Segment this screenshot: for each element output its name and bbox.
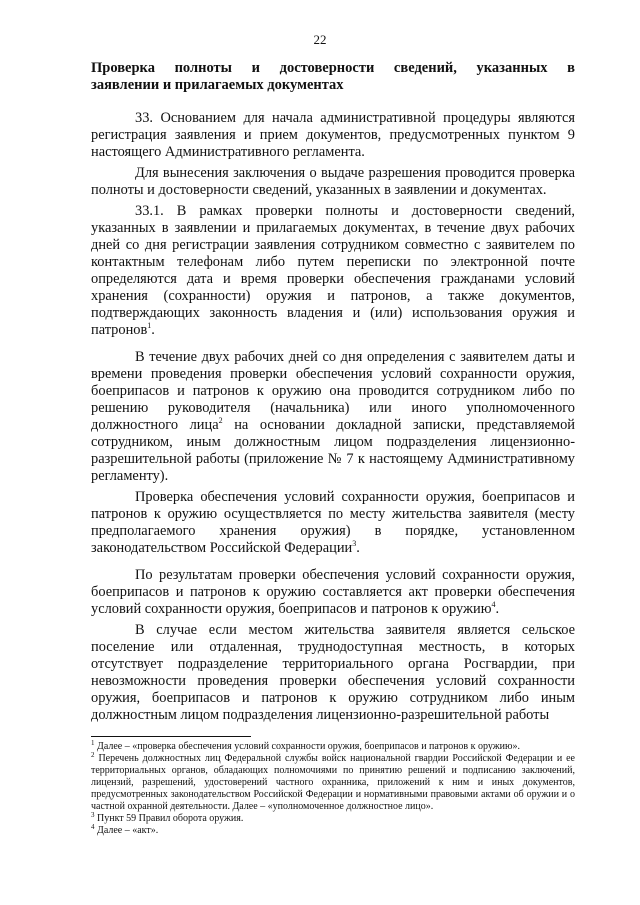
footnote-number: 3 [91,811,95,819]
footnote-ref-3[interactable]: 3 [352,539,357,548]
paragraph-33 [91,110,575,161]
footnote-ref-1[interactable]: 1 [147,321,152,330]
footnote-number: 1 [91,739,95,747]
section-title-line-2: заявлении и прилагаемых документах [91,77,344,93]
footnote-text: Далее – «акт». [94,825,159,836]
paragraph-text-end: . [151,322,155,338]
footnote-4 [91,825,575,837]
paragraph-text: По результатам проверки обеспечения условий сохранности оружия, боеприпасов и патронов к оружию составляется акт проверки обеспечения условий сохранности оружия, боеприпасов и патронов к оружию [91,567,575,617]
document-body [91,60,575,728]
footnote-divider [91,736,251,737]
footnote-1 [91,741,575,753]
paragraph-conclusion [91,165,575,199]
paragraph-33-1 [91,203,575,339]
footnote-text: Далее – «проверка обеспечения условий сохранности оружия, боеприпасов и патронов к оружию». [94,741,520,752]
page-number: 22 [313,32,327,47]
paragraph-text: В течение двух рабочих дней со дня определения с заявителем даты и времени проведения проверки обеспечения условий сохранности оружия, боеприпасов и патронов к оружию она проводится сотрудником либо по решению руководителя (начальника) или иного уполномоченного должностного лица [91,349,575,433]
paragraph-text: В случае если местом жительства заявителя является сельское поселение или отдаленная, труднодоступная местность, в которых отсутствует подразделение территориального органа Росгвардии, при невозможности проведения проверки обеспечения условий сохранности оружия, боеприпасов и патронов к оружию сотрудником либо иным должностным лицом подразделения лицензионно-разрешительной работы [91,622,575,723]
footnote-ref-2[interactable]: 2 [218,416,223,425]
paragraph-rural [91,622,575,724]
paragraph-act [91,567,575,618]
paragraph-text: Для вынесения заключения о выдаче разрешения проводится проверка полноты и достоверности сведений, указанных в заявлении и документах. [91,165,575,198]
paragraph-text: 33.1. В рамках проверки полноты и достоверности сведений, указанных в заявлении и прилагаемых документах, в течение двух рабочих дней со дня регистрации заявления сотрудником совместно с заявителем по контактным телефонам либо путем переписки по электронной почте определяются дата и время проверки обеспечения гражданами условий хранения (сохранности) оружия и патронов, а также документов, подтверждающих законность владения и (или) использования оружия и патронов [91,203,575,338]
footnote-text: Перечень должностных лиц Федеральной службы войск национальной гвардии Российской Федерации и ее территориальных органов, обладающих полномочиями по принятию решений и подписанию заключений, лицензий, разрешений, удостоверений частного охранника, приложений к ним и иных документов, предусмотренных законодательством Российской Федерации и нормативными правовыми актами об оружии и о частной охранной деятельности. Далее – «уполномоченное должностное лицо». [91,753,575,812]
footnote-2 [91,753,575,813]
paragraph-text: 33. Основанием для начала административной процедуры являются регистрация заявления и прием документов, предусмотренных пунктом 9 настоящего Административного регламента. [91,110,575,160]
footnote-number: 4 [91,823,95,831]
paragraph-text-end: . [495,601,500,617]
section-title [91,60,575,94]
footnote-ref-4[interactable]: 4 [491,600,496,609]
section-title-line-1: Проверка полноты и достоверности сведений, указанных в [91,60,575,76]
footnote-text: Пункт 59 Правил оборота оружия. [94,813,244,824]
footnote-number: 2 [91,751,95,759]
paragraph-place-of-check [91,489,575,557]
paragraph-text: Проверка обеспечения условий сохранности оружия, боеприпасов и патронов к оружию осуществляется по месту жительства заявителя (месту предполагаемого хранения оружия) в порядке, установленном законодательством Российской Федерации [91,489,575,556]
paragraph-text-end: на основании докладной записки, представляемой сотрудником, иным должностным лицом подразделения лицензионно-разрешительной работы (приложение № 7 к настоящему Административному регламенту). [91,417,576,484]
paragraph-text-end: . [356,540,360,556]
footnote-3 [91,813,575,825]
paragraph-two-days [91,349,575,485]
footnotes [91,741,575,837]
